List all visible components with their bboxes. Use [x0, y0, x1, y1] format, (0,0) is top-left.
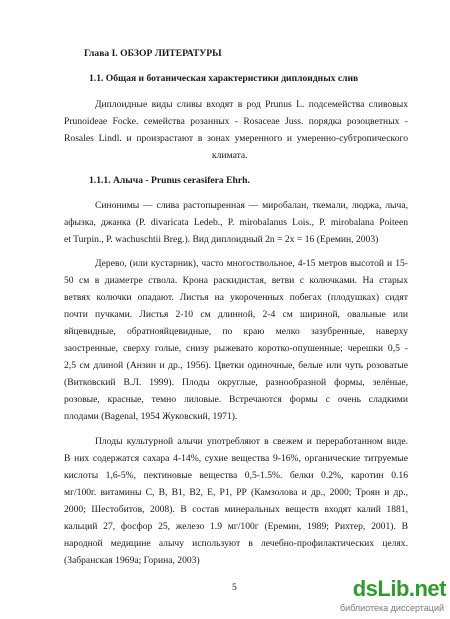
- description-line-6: заостренные, сверху голые, снизу рыжевато коротко-опушенные; черешки 0,5 -: [64, 343, 408, 354]
- chapter-heading: Глава I. ОБЗОР ЛИТЕРАТУРЫ: [84, 48, 222, 59]
- usage-line-2: В них содержатся сахара 4-14%, сухие вещества 9-16%, органические титруемые: [64, 453, 408, 464]
- description-line-4: почти пучками. Листья 2-10 см длинной, 2-4 см шириной, овальные или: [64, 309, 408, 320]
- usage-line-5: 2000; Шестобитов, 2008). В состав минеральных веществ входят калий 1881,: [64, 504, 408, 515]
- synonyms-line-2: афызка, джанка (P. divaricata Ledeb., P. mirobalanus Lois., P. mirobalana Poiteen: [64, 217, 408, 228]
- description-line-8: (Витковский В.Л. 1999). Плоды округлые, разнообразной формы, зелёные,: [64, 377, 408, 388]
- description-line-3: ветвях колючки опадают. Листья на укороченных побегах (плодушках) сидят: [64, 292, 408, 303]
- usage-line-3: кислоты 1,6-5%, пектиновые вещества 0,5-1.5%. белки 0.2%, каротин 0.16: [64, 470, 408, 481]
- usage-line-4: мг/100г. витамины С, В, В1, В2, Е, Р1, РР (Камзолова и др., 2000; Троян и др.,: [64, 487, 408, 498]
- usage-line-7: народной медицине алычу используют в лечебно-профилактических целях.: [64, 538, 408, 549]
- intro-line-1: Диплоидные виды сливы входят в род Prunus L. подсемейства сливовых: [95, 99, 408, 110]
- section-heading: 1.1. Общая и ботаническая характеристики диплоидных слив: [89, 73, 359, 84]
- description-line-5: яйцевидные, обратнояйцевидные, по краю мелко зазубренные, наверху: [64, 326, 408, 337]
- subsection-heading: 1.1.1. Алыча - Prunus cerasifera Ehrh.: [89, 175, 250, 186]
- intro-line-4: климата.: [212, 150, 248, 161]
- description-line-1: Дерево, (или кустарник), часто многоствольное, 4-15 метров высотой и 15-: [95, 258, 408, 269]
- intro-line-2: Prunoideae Focke. семейства розанных - Rosaceae Juss. порядка розоцветных -: [64, 116, 408, 127]
- watermark-logo: dsLib.net: [352, 576, 446, 601]
- synonyms-line-3: et Turpin., P. wachuschtii Breg.). Вид диплоидный 2n = 2x = 16 (Еремин, 2003): [64, 234, 379, 245]
- synonyms-line-1: Синонимы — слива растопыренная — миробалан, ткемали, люджа, лыча,: [95, 200, 408, 211]
- description-line-10: плодами (Bagenal, 1954 Жуковский, 1971).: [64, 411, 238, 422]
- page-number: 5: [232, 582, 237, 593]
- description-line-7: 2,5 см длиной (Анзин и др., 1956). Цветки одиночные, белые или чуть розоватые: [64, 360, 408, 371]
- dslib-watermark: [334, 576, 446, 616]
- usage-line-6: кальций 27, фосфор 25, железо 1.9 мг/100г (Еремин, 1989; Рихтер, 2001). В: [64, 521, 408, 532]
- intro-line-3: Rosales Lindl. и произрастают в зонах умеренного и умеренно-субтропического: [64, 133, 408, 144]
- usage-line-1: Плоды культурной алычи употребляют в свежем и переработанном виде.: [95, 436, 408, 447]
- watermark-tagline: библиотека диссертаций: [339, 603, 444, 613]
- description-line-9: розовые, красные, темно лиловые. Встречаются формы с очень сладкими: [64, 394, 408, 405]
- usage-line-8: (Забранская 1969а; Горина, 2003): [64, 555, 200, 566]
- description-line-2: 50 см в диаметре ствола. Крона раскидистая, ветви с колючками. На старых: [64, 275, 408, 286]
